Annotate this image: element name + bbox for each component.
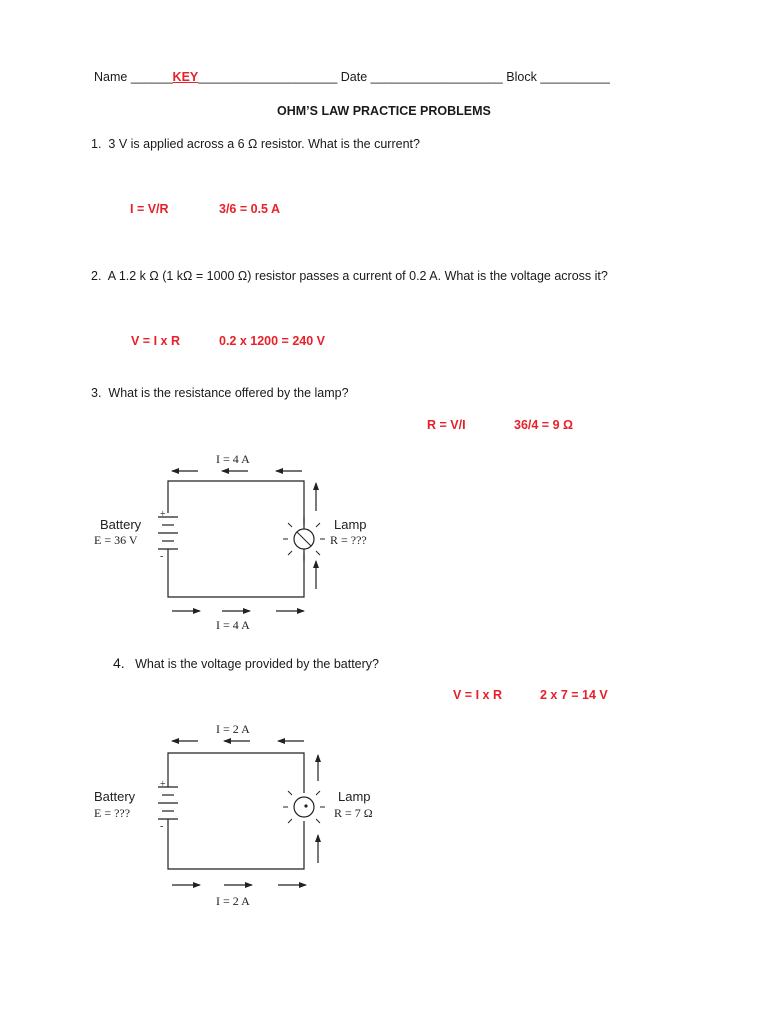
battery-minus: -	[160, 551, 164, 562]
question-text: What is the resistance offered by the lamp?	[108, 386, 349, 400]
question-text: What is the voltage provided by the battery?	[135, 657, 379, 671]
battery-minus: -	[160, 821, 164, 832]
problem-1-answer: 3/6 = 0.5 A	[219, 202, 281, 216]
current-label-top: I = 4 A	[216, 452, 250, 466]
current-label-bottom: I = 4 A	[216, 618, 250, 632]
problem-number: 4.	[113, 655, 125, 671]
page-title: OHM’S LAW PRACTICE PROBLEMS	[277, 104, 491, 118]
problem-3-question	[91, 386, 349, 400]
battery-label: Battery	[94, 789, 136, 804]
problem-2-question	[91, 269, 608, 283]
problem-1-question	[91, 137, 420, 151]
lamp-icon	[283, 791, 325, 823]
circuit-diagram-1	[80, 445, 400, 640]
problem-4-question	[113, 655, 379, 671]
lamp-label: Lamp	[334, 517, 367, 532]
header-line	[94, 70, 610, 84]
battery-plus: +	[160, 779, 166, 790]
date-label: Date	[340, 70, 368, 84]
battery-plus: +	[160, 509, 166, 520]
problem-3-formula: R = V/I	[427, 418, 466, 432]
circuit-wire	[168, 753, 304, 869]
name-blank: ____________________	[198, 70, 338, 84]
problem-3-answer: 36/4 = 9 Ω	[514, 418, 574, 432]
problem-2-answer: 0.2 x 1200 = 240 V	[219, 334, 325, 348]
problem-4-formula: V = I x R	[453, 688, 502, 702]
lamp-value: R = 7 Ω	[334, 806, 373, 820]
problem-2-formula: V = I x R	[131, 334, 180, 348]
lamp-label: Lamp	[338, 789, 371, 804]
problem-4-answer: 2 x 7 = 14 V	[540, 688, 608, 702]
battery-symbol	[158, 517, 178, 555]
battery-value: E = ???	[94, 806, 131, 820]
name-label: Name	[94, 70, 128, 84]
block-label: Block	[506, 70, 537, 84]
battery-label: Battery	[100, 517, 142, 532]
problem-number: 3.	[91, 386, 102, 400]
lamp-value: R = ???	[330, 533, 367, 547]
lamp-icon	[283, 517, 325, 561]
current-label-top: I = 2 A	[216, 722, 250, 736]
block-blank: __________	[540, 70, 610, 84]
question-text: 3 V is applied across a 6 Ω resistor. What is the current?	[108, 137, 420, 151]
circuit-diagram-2	[80, 717, 400, 912]
battery-value: E = 36 V	[94, 533, 138, 547]
problem-number: 2.	[91, 269, 102, 283]
name-value: KEY	[172, 70, 199, 84]
name-blank: ______	[130, 70, 173, 84]
problem-1-formula: I = V/R	[130, 202, 169, 216]
question-text: A 1.2 k Ω (1 kΩ = 1000 Ω) resistor passes a current of 0.2 A. What is the voltage across it?	[107, 269, 608, 283]
date-blank: ___________________	[370, 70, 503, 84]
current-label-bottom: I = 2 A	[216, 894, 250, 908]
problem-number: 1.	[91, 137, 102, 151]
